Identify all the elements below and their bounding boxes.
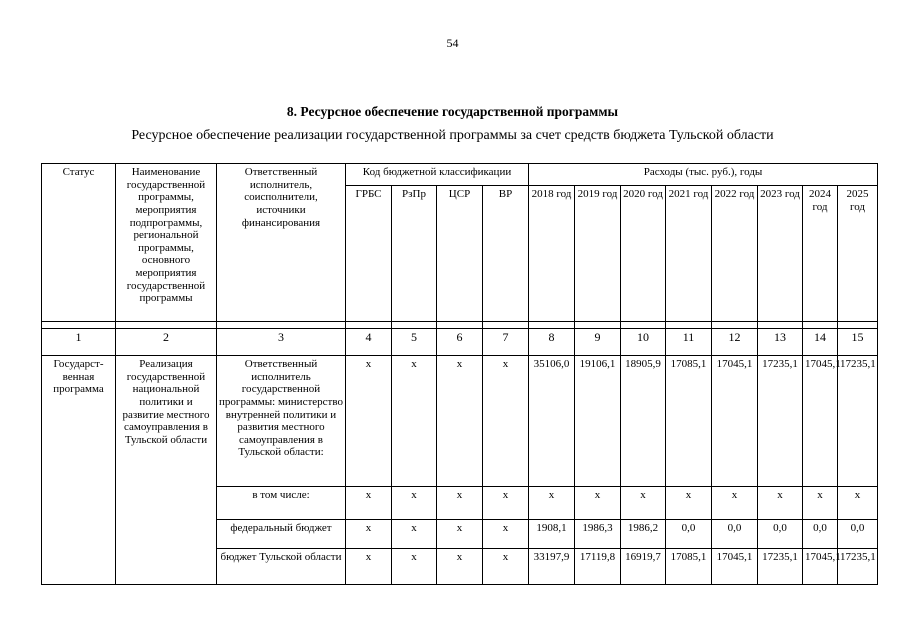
column-number: 8 xyxy=(529,329,575,356)
value-cell: 33197,9 xyxy=(529,549,575,585)
value-cell: 17045,1 xyxy=(712,356,758,487)
header-status: Статус xyxy=(42,164,116,322)
header-expenses: Расходы (тыс. руб.), годы xyxy=(529,164,878,186)
column-number: 7 xyxy=(483,329,529,356)
value-cell: 35106,0 xyxy=(529,356,575,487)
value-cell: 0,0 xyxy=(803,520,838,549)
header-kbk-vr: ВР xyxy=(483,186,529,322)
row-label: в том числе: xyxy=(217,487,346,520)
value-cell: 17235,1 xyxy=(838,549,878,585)
value-cell: 17045,1 xyxy=(803,549,838,585)
header-name: Наименование государственной программы, мероприятия подпрограммы, региональной программы, основного мероприятия государственной программы xyxy=(116,164,217,322)
header-year: 2019 год xyxy=(575,186,621,322)
value-cell: 17235,1 xyxy=(758,356,803,487)
header-year: 2021 год xyxy=(666,186,712,322)
value-cell: 18905,9 xyxy=(621,356,666,487)
column-number: 13 xyxy=(758,329,803,356)
value-cell: 0,0 xyxy=(758,520,803,549)
header-kbk-csr: ЦСР xyxy=(437,186,483,322)
code-cell: x xyxy=(483,356,529,487)
header-year: 2018 год xyxy=(529,186,575,322)
value-cell: 17045,1 xyxy=(803,356,838,487)
table-row xyxy=(42,356,878,487)
code-cell: x xyxy=(392,356,437,487)
code-cell: x xyxy=(437,549,483,585)
column-number: 5 xyxy=(392,329,437,356)
value-cell: x xyxy=(712,487,758,520)
value-cell: 1986,2 xyxy=(621,520,666,549)
column-number: 4 xyxy=(346,329,392,356)
code-cell: x xyxy=(483,520,529,549)
row-label: бюджет Тульской области xyxy=(217,549,346,585)
column-number: 10 xyxy=(621,329,666,356)
program-name: Реализация государственной национальной политики и развитие местного самоуправления в Тульской области xyxy=(116,356,217,585)
column-number: 1 xyxy=(42,329,116,356)
code-cell: x xyxy=(392,520,437,549)
value-cell: x xyxy=(621,487,666,520)
column-number: 2 xyxy=(116,329,217,356)
value-cell: x xyxy=(758,487,803,520)
program-status: Государст-венная программа xyxy=(42,356,116,585)
value-cell: 17085,1 xyxy=(666,356,712,487)
column-number: 12 xyxy=(712,329,758,356)
row-label: Ответственный исполнитель государственной программы: министерство внутренней политики и развития местного самоуправления в Тульской области: xyxy=(217,356,346,487)
row-label: федеральный бюджет xyxy=(217,520,346,549)
value-cell: 0,0 xyxy=(666,520,712,549)
code-cell: x xyxy=(392,487,437,520)
value-cell: 1908,1 xyxy=(529,520,575,549)
value-cell: x xyxy=(666,487,712,520)
code-cell: x xyxy=(392,549,437,585)
header-kbk: Код бюджетной классификации xyxy=(346,164,529,186)
header-year: 2025 год xyxy=(838,186,878,322)
code-cell: x xyxy=(346,520,392,549)
page-number: 54 xyxy=(446,36,459,50)
value-cell: 0,0 xyxy=(838,520,878,549)
code-cell: x xyxy=(483,549,529,585)
code-cell: x xyxy=(437,356,483,487)
header-year: 2023 год xyxy=(758,186,803,322)
value-cell: x xyxy=(575,487,621,520)
value-cell: 16919,7 xyxy=(621,549,666,585)
code-cell: x xyxy=(437,487,483,520)
column-number: 6 xyxy=(437,329,483,356)
column-number: 15 xyxy=(838,329,878,356)
table-header-row xyxy=(42,164,878,186)
header-year: 2022 год xyxy=(712,186,758,322)
value-cell: 0,0 xyxy=(712,520,758,549)
header-kbk-rzpr: РзПр xyxy=(392,186,437,322)
column-number: 3 xyxy=(217,329,346,356)
header-executor: Ответственный исполнитель, соисполнители, источники финансирования xyxy=(217,164,346,322)
value-cell: 19106,1 xyxy=(575,356,621,487)
column-number: 14 xyxy=(803,329,838,356)
value-cell: x xyxy=(803,487,838,520)
value-cell: 17085,1 xyxy=(666,549,712,585)
column-number: 11 xyxy=(666,329,712,356)
value-cell: 1986,3 xyxy=(575,520,621,549)
code-cell: x xyxy=(346,356,392,487)
value-cell: 17119,8 xyxy=(575,549,621,585)
code-cell: x xyxy=(346,487,392,520)
value-cell: 17235,1 xyxy=(838,356,878,487)
header-year: 2020 год xyxy=(621,186,666,322)
value-cell: x xyxy=(838,487,878,520)
header-gap xyxy=(42,322,878,329)
section-heading: 8. Ресурсное обеспечение государственной программы xyxy=(286,104,619,119)
section-subheading: Ресурсное обеспечение реализации государственной программы за счет средств бюджета Тульской области xyxy=(131,128,774,143)
code-cell: x xyxy=(437,520,483,549)
resource-table xyxy=(41,163,878,585)
column-number: 9 xyxy=(575,329,621,356)
value-cell: 17235,1 xyxy=(758,549,803,585)
code-cell: x xyxy=(483,487,529,520)
header-kbk-grbs: ГРБС xyxy=(346,186,392,322)
value-cell: x xyxy=(529,487,575,520)
code-cell: x xyxy=(346,549,392,585)
header-year: 2024 год xyxy=(803,186,838,322)
value-cell: 17045,1 xyxy=(712,549,758,585)
column-number-row xyxy=(42,329,878,356)
